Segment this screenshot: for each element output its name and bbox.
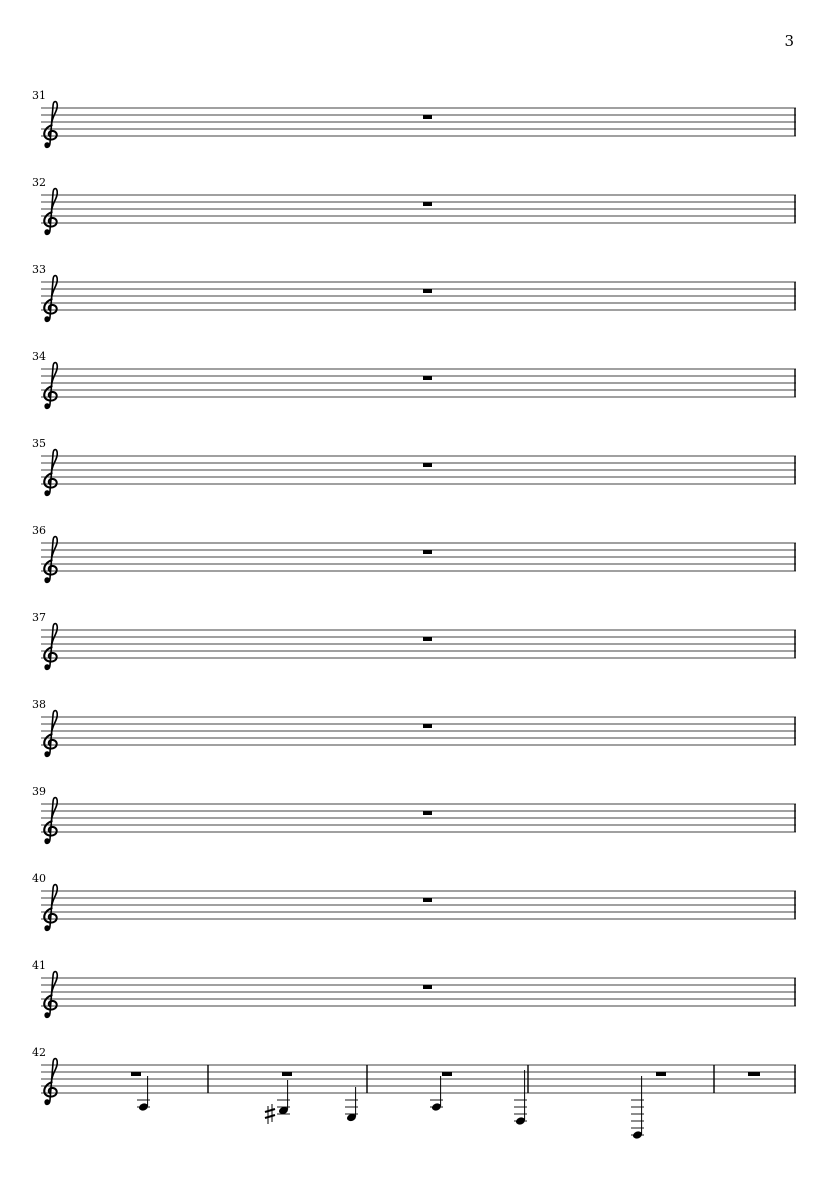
measure-number: 31 [32,89,46,102]
treble-clef-icon [44,363,57,409]
system-42 [32,1046,796,1140]
measure-number: 42 [32,1046,46,1059]
whole-rest [423,811,432,815]
page-number: 3 [784,32,794,50]
measure-2 [265,1072,358,1124]
whole-rest [423,985,432,989]
half-rest [282,1072,292,1076]
system-41 [32,959,796,1017]
staff-lines [41,456,796,484]
whole-rest [423,376,432,380]
whole-rest [423,550,432,554]
measure-4 [631,1072,666,1140]
measure-1 [131,1072,150,1112]
whole-rest [423,637,432,641]
system-39 [32,785,796,843]
measure-5 [748,1072,760,1076]
treble-clef-icon [44,624,57,670]
system-32 [32,176,796,234]
measure-number: 32 [32,176,46,189]
treble-clef-icon [44,972,57,1018]
system-34 [32,350,796,408]
measure-number: 36 [32,524,46,537]
treble-clef-icon [44,276,57,322]
measure-number: 34 [32,350,46,363]
half-rest [442,1072,452,1076]
whole-rest [423,289,432,293]
measure-3 [430,1070,527,1126]
whole-rest [423,724,432,728]
staff-lines [41,891,796,919]
treble-clef-icon [44,885,57,931]
system-35 [32,437,796,495]
whole-rest [423,202,432,206]
staff-lines [41,630,796,658]
staff-lines [41,804,796,832]
sharp-icon [265,1104,275,1124]
half-rest [656,1072,666,1076]
half-rest [131,1072,141,1076]
staff-lines [41,369,796,397]
system-37 [32,611,796,669]
system-36 [32,524,796,582]
staff-lines [41,108,796,136]
treble-clef-icon [44,711,57,757]
system-33 [32,263,796,321]
treble-clef-icon [44,1059,57,1105]
staff-lines [41,543,796,571]
measure-number: 35 [32,437,46,450]
treble-clef-icon [44,798,57,844]
staff-lines [41,282,796,310]
measure-number: 38 [32,698,46,711]
treble-clef-icon [44,102,57,148]
system-38 [32,698,796,756]
staff-lines [41,978,796,1006]
whole-rest [423,115,432,119]
measure-number: 40 [32,872,46,885]
staff-lines [41,717,796,745]
measure-number: 37 [32,611,46,624]
whole-rest [423,463,432,467]
whole-rest [423,898,432,902]
staff-lines [41,195,796,223]
half-rest [748,1072,760,1076]
measure-number: 41 [32,959,46,972]
staff-lines [41,1065,796,1093]
system-40 [32,872,796,930]
treble-clef-icon [44,450,57,496]
treble-clef-icon [44,537,57,583]
treble-clef-icon [44,189,57,235]
measure-number: 39 [32,785,46,798]
measure-number: 33 [32,263,46,276]
system-31 [32,89,796,147]
